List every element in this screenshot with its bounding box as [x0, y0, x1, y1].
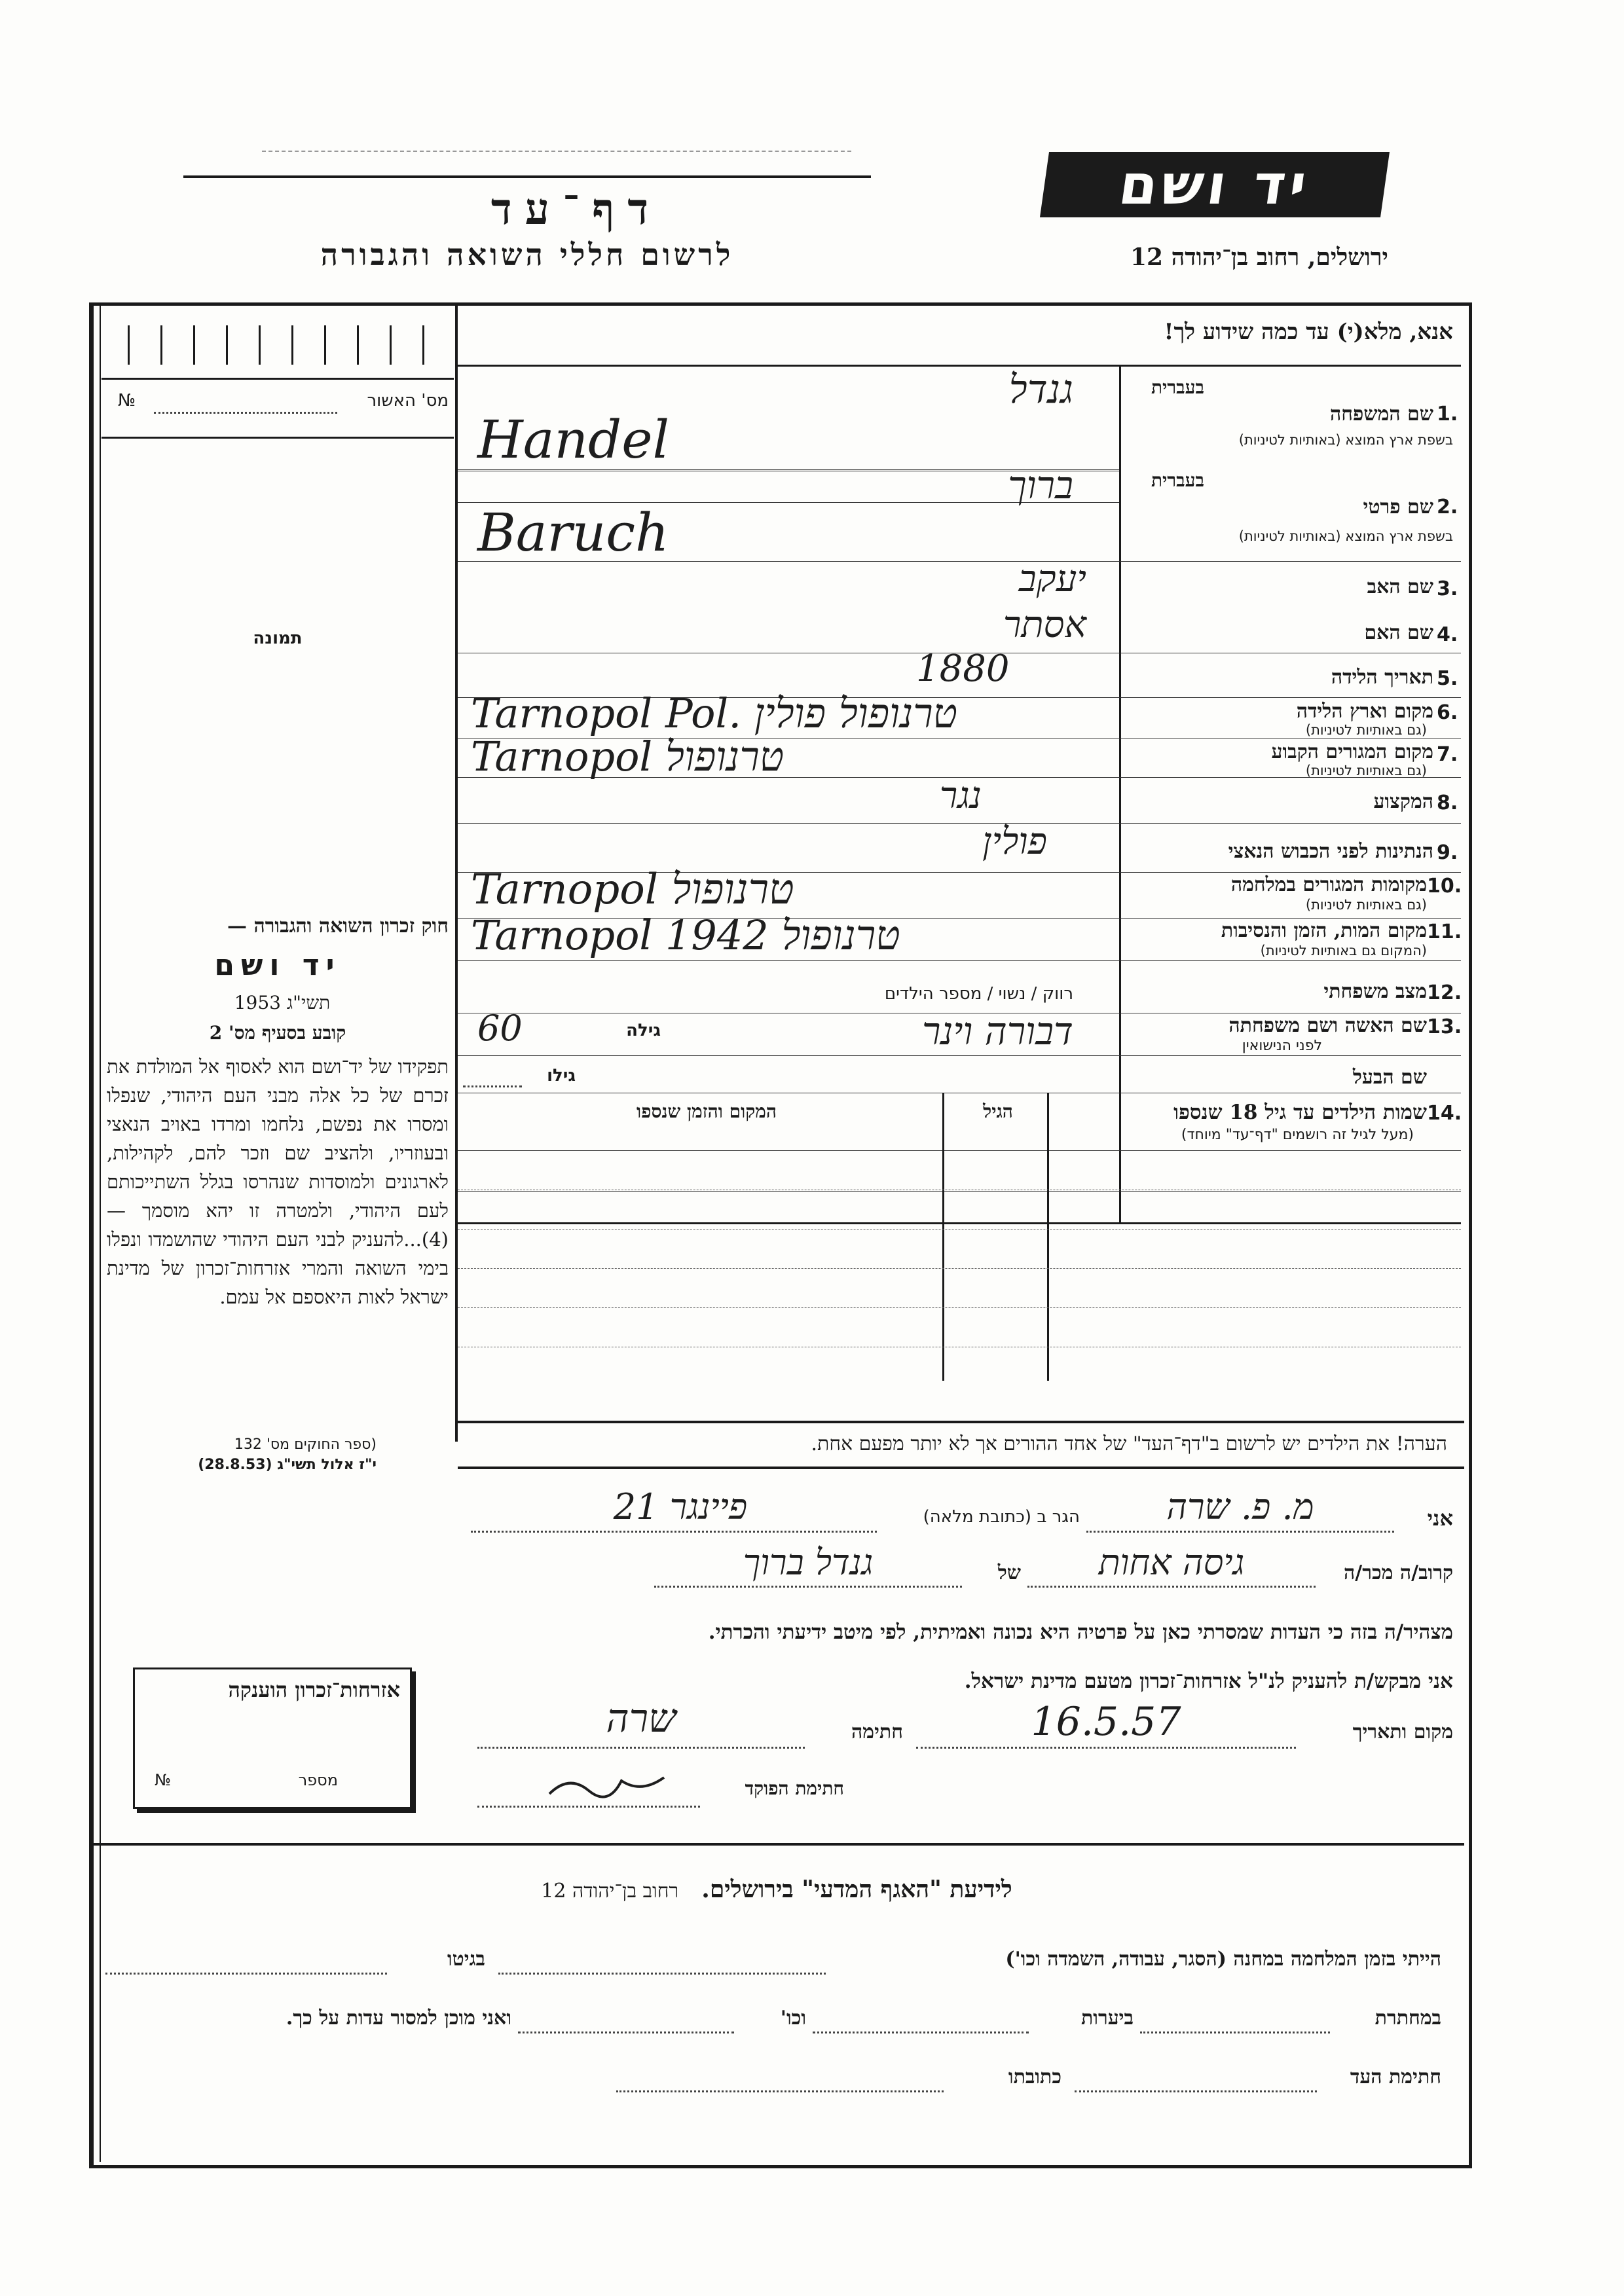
yad-vashem-logo [1040, 152, 1390, 217]
family-name-lat: Handel [477, 409, 670, 470]
victim-name-ref[interactable]: גנדל ברוך [743, 1542, 874, 1583]
official-signature-scribble [543, 1768, 674, 1800]
header-address: ירושלים, רחוב בן־יהודה 12 [1130, 244, 1388, 271]
field-family-name[interactable]: בעברית 1. שם המשפחה בשפת ארץ המוצא (באותיות לטיניות) גנדל Handel [477, 367, 1458, 470]
law-year: 1953 [234, 992, 281, 1013]
field-wartime-residence[interactable]: 10. מקומות המגורים במלחמה (גם באותיות לטיניות) Tarnopol טרנופול [471, 866, 1462, 914]
approval-separator [101, 378, 454, 380]
law-text: תפקידו של יד־ושם הוא לאסוף אל המולדת את זכרם של כל אלה מבני העם היהודי, שנפלו ומסרו את נפשם, נלחמו ומרדו באויב הנאצי ובעוזריו, ולהציב שם וזכר להם, לקהילות, לארגונים ולמוסדות שנהרסו בגלל השתייכותם לעם היהודי, ולמטרה זו יהא מוסמך — (4)...להעניק לבני העם היהודי שהושמדו ונפלו בימי השואה והמרי אזרחות־זכרון של מדינת ישראל לאות היאספם אל עמם. [107, 1055, 449, 1308]
official-signature-mark [543, 1768, 674, 1800]
field-father-name[interactable]: 3. שם האב יעקב [1018, 558, 1458, 600]
left-panel [101, 306, 454, 1877]
approval-label: מס' האשור [367, 391, 449, 410]
citizenship-box [133, 1667, 412, 1809]
header-faint-rule [262, 151, 851, 152]
header-subtitle: לרשום חללי השואה והגבורה [320, 237, 734, 272]
law-date: י"ז אלול תשי"ג (28.8.53) [198, 1457, 377, 1473]
note-bottom-line [458, 1467, 1464, 1469]
citizenship-box-title: אזרחות־זכרון הוענקה [228, 1677, 400, 1702]
main-section [458, 306, 1461, 1445]
instruction: אנא, מלא(י) עד כמה שידוע לך! [1164, 319, 1453, 345]
header [0, 0, 1624, 288]
declarant-address[interactable]: 21 פיינגר [613, 1486, 748, 1527]
declaration: אני מ. פ. שרה הגר ב (כתובת מלאה) 21 פיינגר קרוב/ה מכר/ה גיסה אחות של גנדל ברוך מצהיר/ה בזה כי העדות שמסרתי כאן על פרטיה היא נכונה ואמיתית, לפי מיטב ידיעתי והכרתי. אני מבקש/ת להעניק לנ"ל אזרחות־זכרון מטעם מדינת ישראל. מקום ותאריך 16.5.57 חתימה שרה חתימת הפוקד [458, 1473, 1461, 1840]
footer-top-line [92, 1843, 1464, 1846]
footer: לידיעת "האגף המדעי" בירושלים. רחוב בן־יהודה 12 הייתי בזמן המלחמה במחנה (הסגר, עבודה, השמדה וכו') בגיטו במחתרת ביערות וכו' ואני מוכן למסור עדות על כך. חתימת העד כתובתו [92, 1850, 1461, 2157]
citizenship-no-sign: № [155, 1771, 171, 1789]
field-nationality[interactable]: 9. הנתינות לפני הכבוש הנאצי פולין [982, 820, 1458, 864]
citizenship-number-label: מספר [298, 1771, 338, 1789]
declarant-name[interactable]: מ. פ. שרה [1166, 1486, 1314, 1527]
note: הערה! את הילדים יש לרשום ב"דף־העד" של אחד ההורים אך לא יותר מפעם אחת. [811, 1432, 1447, 1455]
footer-title-row: לידיעת "האגף המדעי" בירושלים. רחוב בן־יהודה 12 [541, 1876, 1012, 1903]
logo-text: יד ושם [1115, 153, 1315, 217]
field-birth-place[interactable]: 6. מקום וארץ הלידה (גם באותיות לטיניות) Tarnopol Pol. טרנופול פולין [471, 689, 1458, 738]
field-death-details[interactable]: 11. מקום המות, הזמן והנסיבות (המקום גם באותיות לטיניות) Tarnopol 1942 טרנופול [471, 911, 1462, 959]
children-rows[interactable] [458, 1150, 1461, 1379]
approval-field-line [154, 412, 337, 414]
relation[interactable]: גיסה אחות [1098, 1542, 1245, 1583]
header-top-rule [183, 175, 871, 178]
field-husband-name[interactable]: שם הבעל גילו [458, 1055, 1461, 1093]
field-birth-date[interactable]: 5. תאריך הלידה 1880 [916, 647, 1458, 690]
approval-no-sign: № [118, 391, 136, 410]
law-year-heb: תשי"ג [286, 992, 331, 1013]
field-marital-status[interactable]: 12. מצב משפחתי רווק / נשוי / מספר הילדים [884, 980, 1462, 1004]
photo-label: תמונה [253, 629, 303, 648]
note-top-line [458, 1421, 1464, 1423]
field-first-name[interactable]: בעברית 2. שם פרטי בשפת ארץ המוצא (באותיות לטיניות) ברוך Baruch [477, 463, 1458, 563]
field-profession[interactable]: 8. המקצוע נגר [939, 774, 1458, 817]
family-name-heb: גנדל [1008, 367, 1073, 412]
law-name: יד ושם [214, 949, 341, 982]
law-year-row [101, 992, 454, 1014]
law-source: (ספר החוקים מס' 132 [234, 1436, 377, 1453]
law-title: חוק זכרון השואה והגבורה — [227, 915, 449, 938]
law-clause: קובע בסעיף מס' 2 [209, 1022, 346, 1044]
declaration-date[interactable]: 16.5.57 [1031, 1699, 1181, 1745]
declarant-signature[interactable]: שרה [606, 1696, 676, 1741]
first-name-heb: ברוך [1008, 463, 1073, 507]
field-wife-name[interactable]: 13. שם האשה ושם משפחתה לפני הנישואין דבורה וינר גילה 60 [477, 1008, 1462, 1054]
children-section-header: 14. שמות הילדים עד גיל 18 שנספו (מעל לגיל זה רושמים "דף־עד" מיוחד) הגיל המקום והזמן שנספו [637, 1101, 1462, 1143]
approval-tick-boxes [128, 325, 442, 365]
header-title: דף־עד [490, 183, 662, 234]
field-residence[interactable]: 7. מקום המגורים הקבוע (גם באותיות לטיניות) Tarnopol טרנופול [471, 733, 1458, 780]
field-mother-name[interactable]: 4. שם האם אסתר [1003, 604, 1458, 646]
first-name-lat: Baruch [477, 502, 669, 563]
